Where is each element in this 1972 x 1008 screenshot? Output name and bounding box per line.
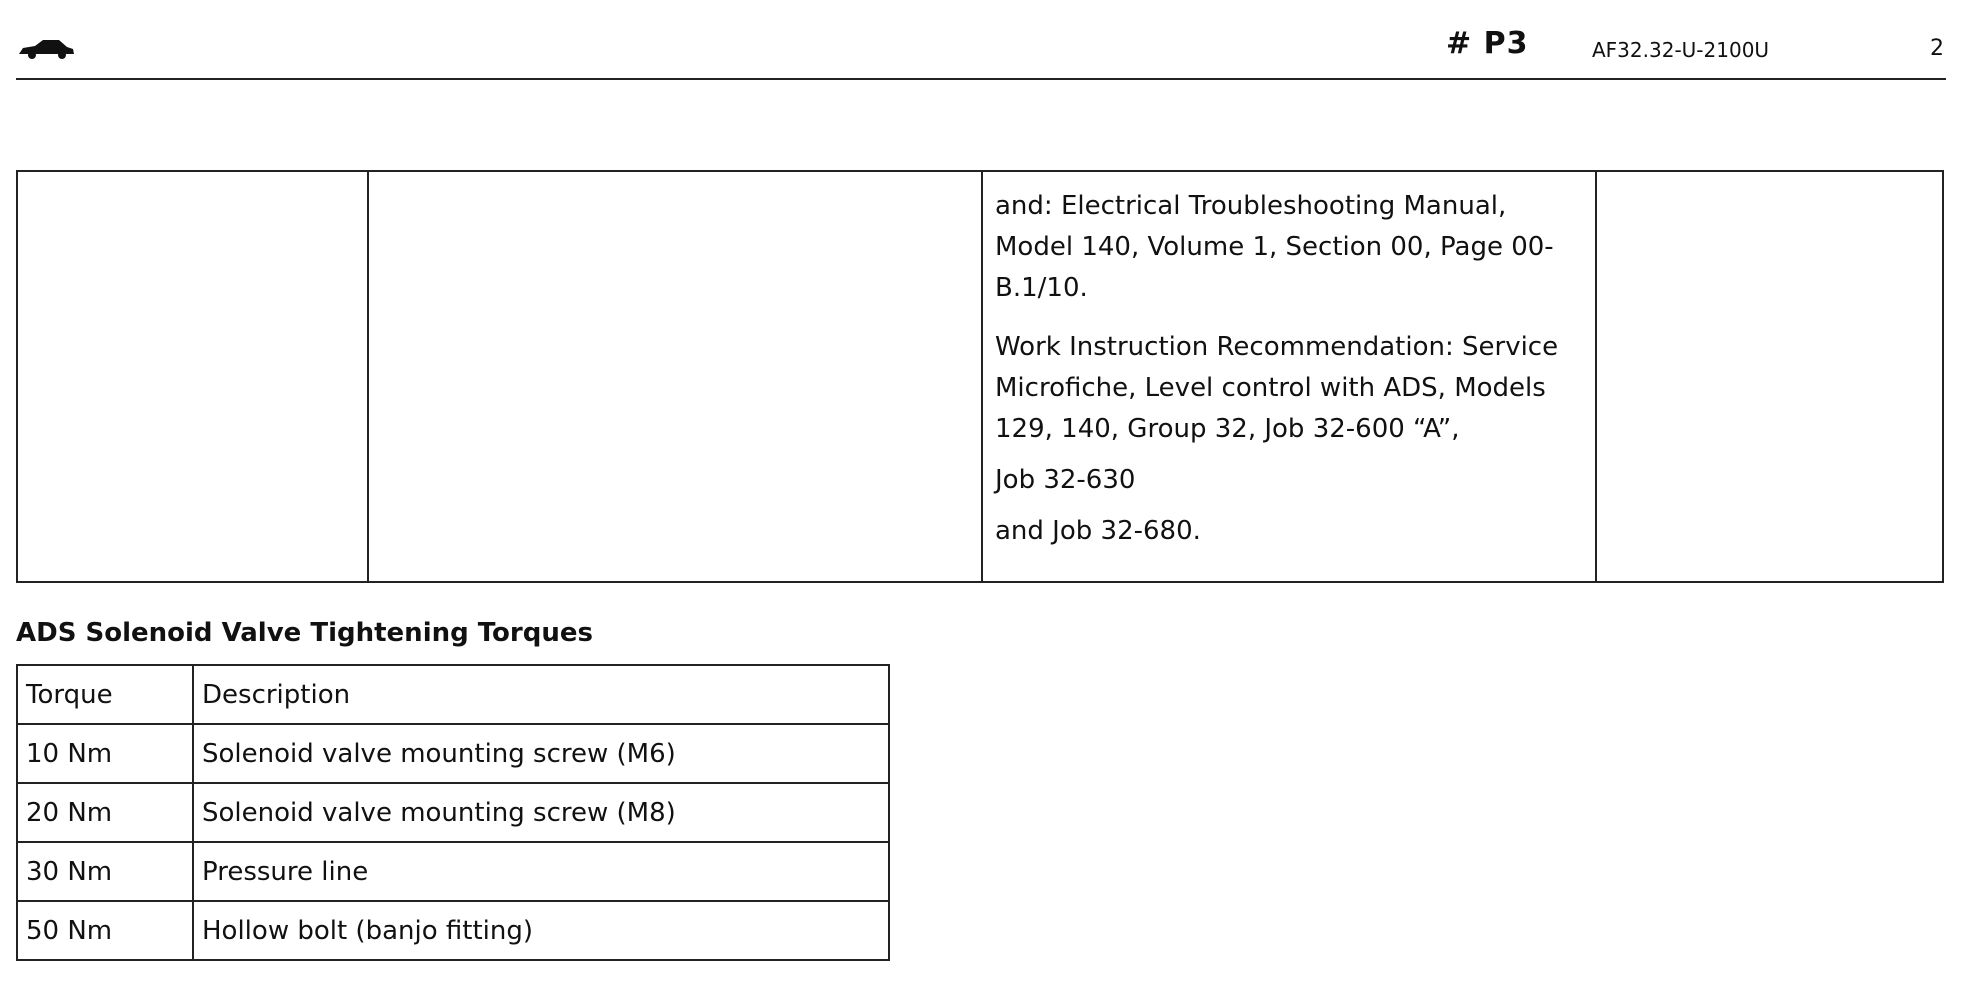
reference-paragraph: and Job 32-680. [995, 516, 1201, 546]
torque-description: Solenoid valve mounting screw (M6) [193, 724, 889, 783]
torque-table [16, 664, 890, 961]
reference-table [16, 170, 1944, 583]
torque-value: 50 Nm [17, 901, 193, 960]
torque-value: 20 Nm [17, 783, 193, 842]
document-code: AF32.32-U-2100U [1592, 38, 1770, 62]
table-row [17, 901, 889, 960]
reference-paragraph: Job 32-630 [995, 465, 1136, 495]
table-cell-empty [368, 171, 982, 582]
table-cell-empty [17, 171, 368, 582]
torque-value: 10 Nm [17, 724, 193, 783]
section-title: ADS Solenoid Valve Tightening Torques [16, 618, 593, 648]
reference-paragraph: and: Electrical Troubleshooting Manual, Model 140, Volume 1, Section 00, Page 00-B.1/10. [995, 191, 1554, 303]
car-icon [17, 38, 75, 60]
document-group-label: # P3 [1446, 26, 1529, 61]
table-row [17, 783, 889, 842]
table-row [17, 171, 1943, 582]
table-cell-empty [1596, 171, 1943, 582]
torque-description: Solenoid valve mounting screw (M8) [193, 783, 889, 842]
table-header-row [17, 665, 889, 724]
column-header-description: Description [193, 665, 889, 724]
table-row [17, 842, 889, 901]
page-number: 2 [1930, 36, 1944, 61]
reference-cell [982, 171, 1596, 582]
torque-description: Hollow bolt (banjo fitting) [193, 901, 889, 960]
header-divider [16, 78, 1946, 80]
column-header-torque: Torque [17, 665, 193, 724]
table-row [17, 724, 889, 783]
torque-value: 30 Nm [17, 842, 193, 901]
reference-paragraph: Work Instruction Recommendation: Service Microfiche, Level control with ADS, Models 129, 140, Group 32, Job 32-600 “A”, [995, 332, 1559, 444]
torque-description: Pressure line [193, 842, 889, 901]
